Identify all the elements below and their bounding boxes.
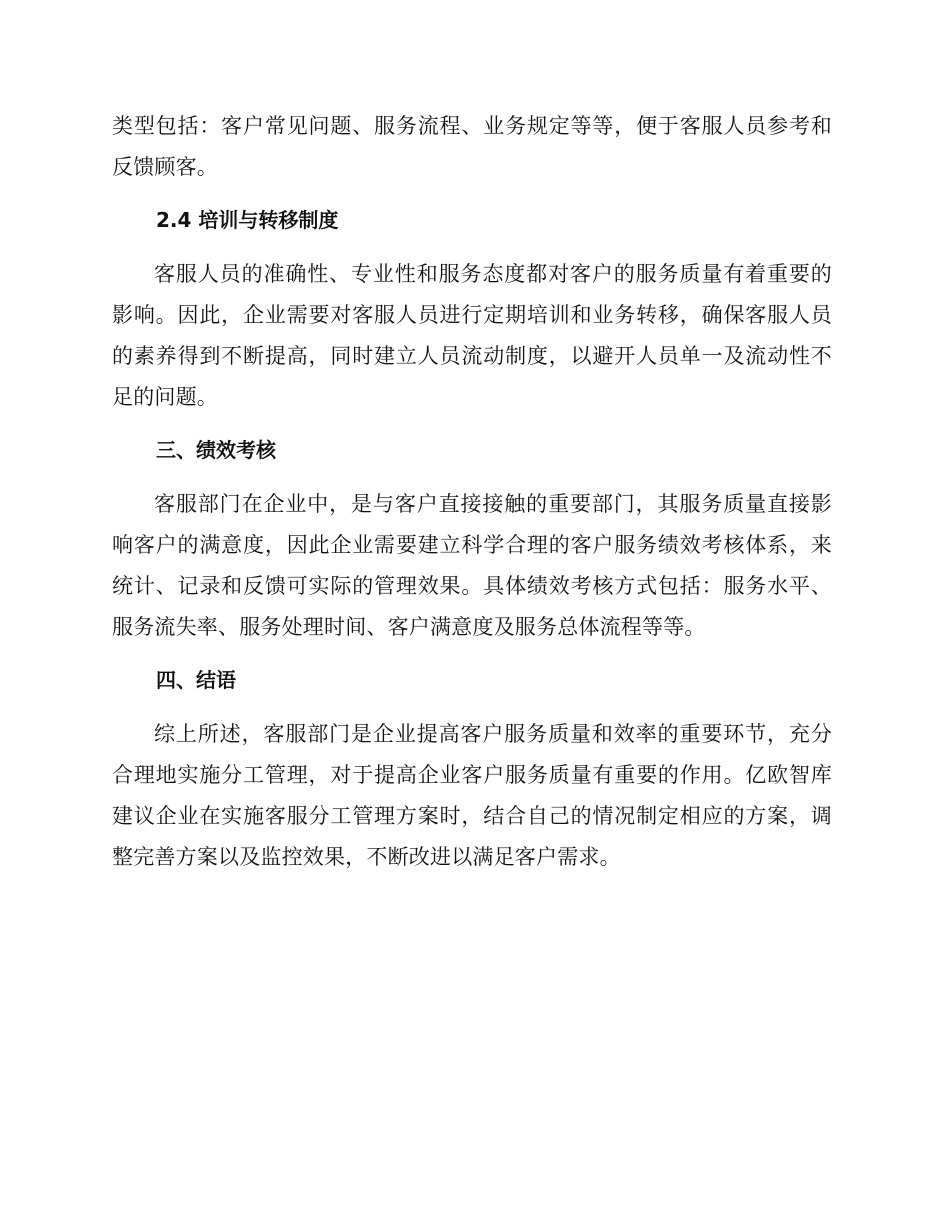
- paragraph-training: 客服人员的准确性、专业性和服务态度都对客户的服务质量有着重要的影响。因此，企业需要对客服人员进行定期培训和业务转移，确保客服人员的素养得到不断提高，同时建立人员流动制度，以避开人员单一及流动性不足的问题。: [112, 262, 832, 409]
- paragraph-performance: 客服部门在企业中，是与客户直接接触的重要部门，其服务质量直接影响客户的满意度，因此企业需要建立科学合理的客户服务绩效考核体系，来统计、记录和反馈可实际的管理效果。具体绩效考核方式包括：服务水平、服务流失率、服务处理时间、客户满意度及服务总体流程等等。: [112, 492, 832, 639]
- paragraph-conclusion: 综上所述，客服部门是企业提高客户服务质量和效率的重要环节，充分合理地实施分工管理，对于提高企业客户服务质量有重要的作用。亿欧智库建议企业在实施客服分工管理方案时，结合自己的情况制定相应的方案，调整完善方案以及监控效果，不断改进以满足客户需求。: [112, 722, 832, 869]
- section-heading-2-4: 2.4 培训与转移制度: [156, 208, 339, 232]
- document-page: [112, 106, 832, 878]
- section-heading-3: 三、绩效考核: [156, 438, 276, 462]
- paragraph-continued: 类型包括：客户常见问题、服务流程、业务规定等等，便于客服人员参考和反馈顾客。: [112, 114, 832, 179]
- section-heading-4: 四、结语: [156, 668, 236, 692]
